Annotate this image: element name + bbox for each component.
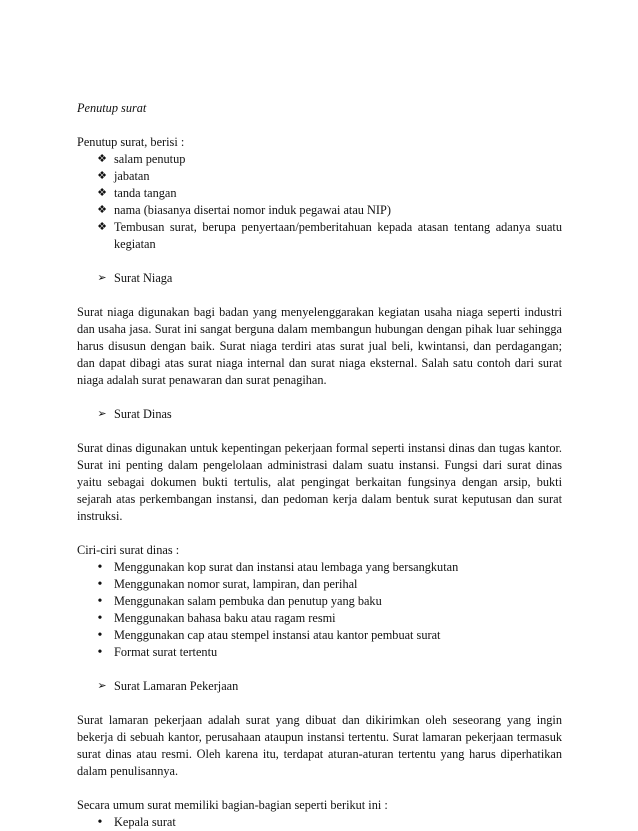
diamond-bullet-icon: ❖: [97, 153, 107, 165]
heading-dinas: ➢ Surat Dinas: [77, 406, 562, 423]
arrow-bullet-icon: ➢: [97, 408, 107, 420]
arrow-bullet-icon: ➢: [97, 272, 107, 284]
parts-list: [77, 814, 562, 831]
list-item: • Menggunakan kop surat dan instansi atau lembaga yang bersangkutan: [77, 559, 562, 576]
diamond-bullet-icon: ❖: [97, 187, 107, 199]
list-item: ❖ nama (biasanya disertai nomor induk pegawai atau NIP): [77, 202, 562, 219]
section-title: Penutup surat: [77, 101, 147, 115]
paragraph-lamaran: Surat lamaran pekerjaan adalah surat yang dibuat dan dikirimkan oleh seseorang yang ingin bekerja di sebuah kantor, perusahaan ataupun instansi tertentu. Surat lamaran pekerjaan termasuk surat dinas atau resmi. Oleh karena itu, terdapat aturan-aturan tertentu yang harus diperhatikan dalam penulisannya.: [77, 713, 562, 778]
dot-bullet-icon: •: [97, 645, 103, 660]
dot-bullet-icon: •: [97, 577, 103, 592]
list-item: • Menggunakan nomor surat, lampiran, dan perihal: [77, 576, 562, 593]
features-intro: Ciri-ciri surat dinas :: [77, 543, 180, 557]
document-body: [77, 100, 562, 831]
dot-bullet-icon: •: [97, 560, 103, 575]
list-item: • Menggunakan cap atau stempel instansi atau kantor pembuat surat: [77, 627, 562, 644]
list-item: ❖ salam penutup: [77, 151, 562, 168]
list-item: • Format surat tertentu: [77, 644, 562, 661]
dot-bullet-icon: •: [97, 628, 103, 643]
list-item: ❖ tanda tangan: [77, 185, 562, 202]
dot-bullet-icon: •: [97, 594, 103, 609]
features-list: [77, 559, 562, 661]
closing-list: [77, 151, 562, 253]
paragraph-niaga: Surat niaga digunakan bagi badan yang menyelenggarakan kegiatan usaha niaga seperti industri dan usaha jasa. Surat ini sangat berguna dalam membangun hubungan dengan pihak luar sehingga harus disusun dengan baik. Surat niaga terdiri atas surat jual beli, kwintansi, dan perdagangan; dan dapat dibagi atas surat niaga internal dan surat niaga eksternal. Salah satu contoh dari surat niaga adalah surat penawaran dan surat penagihan.: [77, 305, 562, 387]
heading-lamaran: ➢ Surat Lamaran Pekerjaan: [77, 678, 562, 695]
parts-intro: Secara umum surat memiliki bagian-bagian seperti berikut ini :: [77, 798, 388, 812]
list-item: • Menggunakan bahasa baku atau ragam resmi: [77, 610, 562, 627]
arrow-bullet-icon: ➢: [97, 680, 107, 692]
heading-niaga: ➢ Surat Niaga: [77, 270, 562, 287]
paragraph-dinas: Surat dinas digunakan untuk kepentingan pekerjaan formal seperti instansi dinas dan tugas kantor. Surat ini penting dalam pengelolaan administrasi dalam suatu instansi. Fungsi dari surat dinas yaitu sebagai dokumen bukti tertulis, alat pengingat berkaitan fungsinya dengan arsip, bukti sejarah atas perkembangan instansi, dan pedoman kerja dalam bentuk surat keputusan dan surat instruksi.: [77, 441, 562, 523]
dot-bullet-icon: •: [97, 815, 103, 830]
list-item: ❖ Tembusan surat, berupa penyertaan/pemberitahuan kepada atasan tentang adanya suatu kegiatan: [77, 219, 562, 253]
diamond-bullet-icon: ❖: [97, 221, 107, 233]
list-item: ❖ jabatan: [77, 168, 562, 185]
list-item: • Menggunakan salam pembuka dan penutup yang baku: [77, 593, 562, 610]
diamond-bullet-icon: ❖: [97, 170, 107, 182]
list-item: • Kepala surat: [77, 814, 562, 831]
diamond-bullet-icon: ❖: [97, 204, 107, 216]
closing-intro: Penutup surat, berisi :: [77, 135, 185, 149]
dot-bullet-icon: •: [97, 611, 103, 626]
